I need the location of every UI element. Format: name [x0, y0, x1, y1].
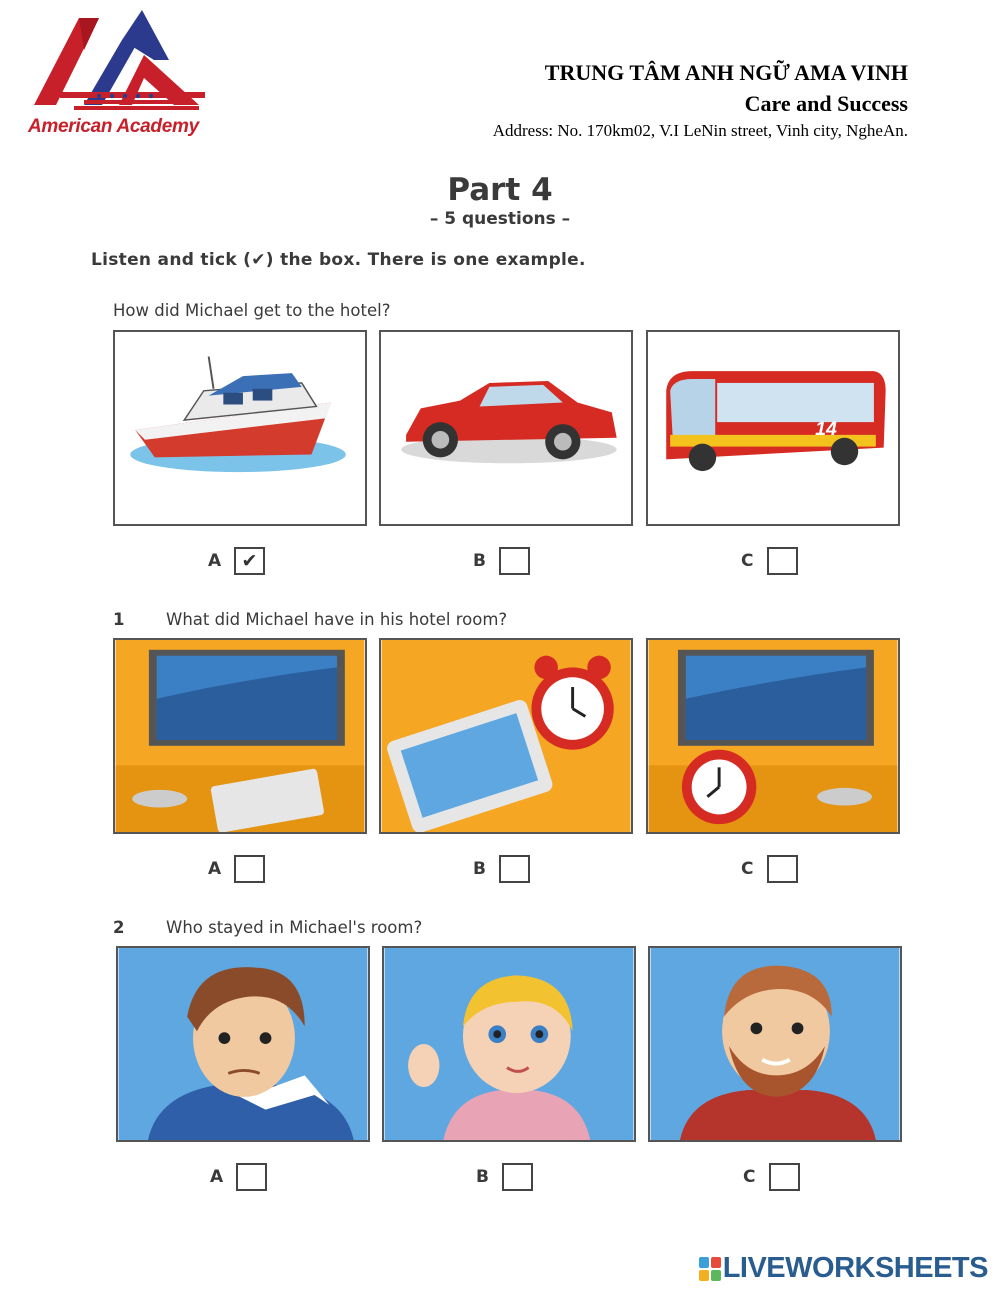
example-picture-b	[379, 330, 633, 526]
example-option-a	[208, 546, 265, 576]
bus-number: 14	[815, 417, 837, 440]
question-2-option-b	[476, 1162, 533, 1192]
bus-icon	[648, 332, 898, 524]
address: Address: No. 170km02, V.I LeNin street, Vinh city, NgheAn.	[492, 121, 908, 140]
slogan: Care and Success	[744, 91, 908, 116]
option-letter: C	[741, 551, 754, 571]
question-2-text: Who stayed in Michael's room?	[166, 918, 423, 937]
liveworksheets-brand	[699, 1252, 988, 1285]
option-letter: B	[476, 1167, 489, 1187]
question-1-picture-a	[113, 638, 367, 834]
question-2-checkbox-a[interactable]	[236, 1163, 267, 1191]
option-letter: A	[208, 551, 222, 571]
question-1-checkbox-a[interactable]	[234, 855, 265, 883]
option-letter: A	[210, 1167, 224, 1187]
question-1-option-c	[741, 854, 798, 884]
example-picture-c	[646, 330, 900, 526]
example-checkbox-b[interactable]	[499, 547, 530, 575]
question-2-checkbox-b[interactable]	[502, 1163, 533, 1191]
car-icon	[381, 332, 631, 524]
part-subtitle: – 5 questions –	[429, 209, 571, 229]
baby-icon	[384, 948, 634, 1140]
tv-clock-remote-icon	[648, 640, 898, 832]
question-2-picture-b	[382, 946, 636, 1142]
boy-icon	[118, 948, 368, 1140]
question-1-option-b	[473, 854, 530, 884]
part-title: Part 4	[447, 172, 553, 208]
question-2-option-c	[743, 1162, 800, 1192]
example-option-c	[741, 546, 798, 576]
boat-icon	[115, 332, 365, 524]
option-letter: C	[741, 859, 754, 879]
tv-remote-tablet-icon	[115, 640, 365, 832]
example-option-b	[473, 546, 530, 576]
option-letter: C	[743, 1167, 756, 1187]
example-picture-a	[113, 330, 367, 526]
liveworksheets-logo-icon	[699, 1257, 721, 1281]
question-2-checkbox-c[interactable]	[769, 1163, 800, 1191]
logo-text: American Academy	[28, 116, 199, 137]
example-question-text: How did Michael get to the hotel?	[113, 301, 391, 320]
question-2-option-a	[210, 1162, 267, 1192]
option-letter: B	[473, 551, 486, 571]
question-2-number: 2	[113, 918, 125, 937]
question-2-picture-a	[116, 946, 370, 1142]
question-1-checkbox-c[interactable]	[767, 855, 798, 883]
example-checkbox-a[interactable]: ✔	[234, 547, 265, 575]
question-2-picture-c	[648, 946, 902, 1142]
tablet-clock-icon	[381, 640, 631, 832]
question-1-picture-c	[646, 638, 900, 834]
question-1-number: 1	[113, 610, 125, 629]
man-with-beard-icon	[650, 948, 900, 1140]
option-letter: B	[473, 859, 486, 879]
center-name: TRUNG TÂM ANH NGỮ AMA VINH	[544, 60, 908, 85]
brand-name: LIVEWORKSHEETS	[722, 1252, 988, 1284]
question-1-checkbox-b[interactable]	[499, 855, 530, 883]
question-1-picture-b	[379, 638, 633, 834]
example-checkbox-c[interactable]	[767, 547, 798, 575]
instruction: Listen and tick (✔) the box. There is one example.	[91, 250, 586, 270]
option-letter: A	[208, 859, 222, 879]
question-1-option-a	[208, 854, 265, 884]
question-1-text: What did Michael have in his hotel room?	[166, 610, 508, 629]
